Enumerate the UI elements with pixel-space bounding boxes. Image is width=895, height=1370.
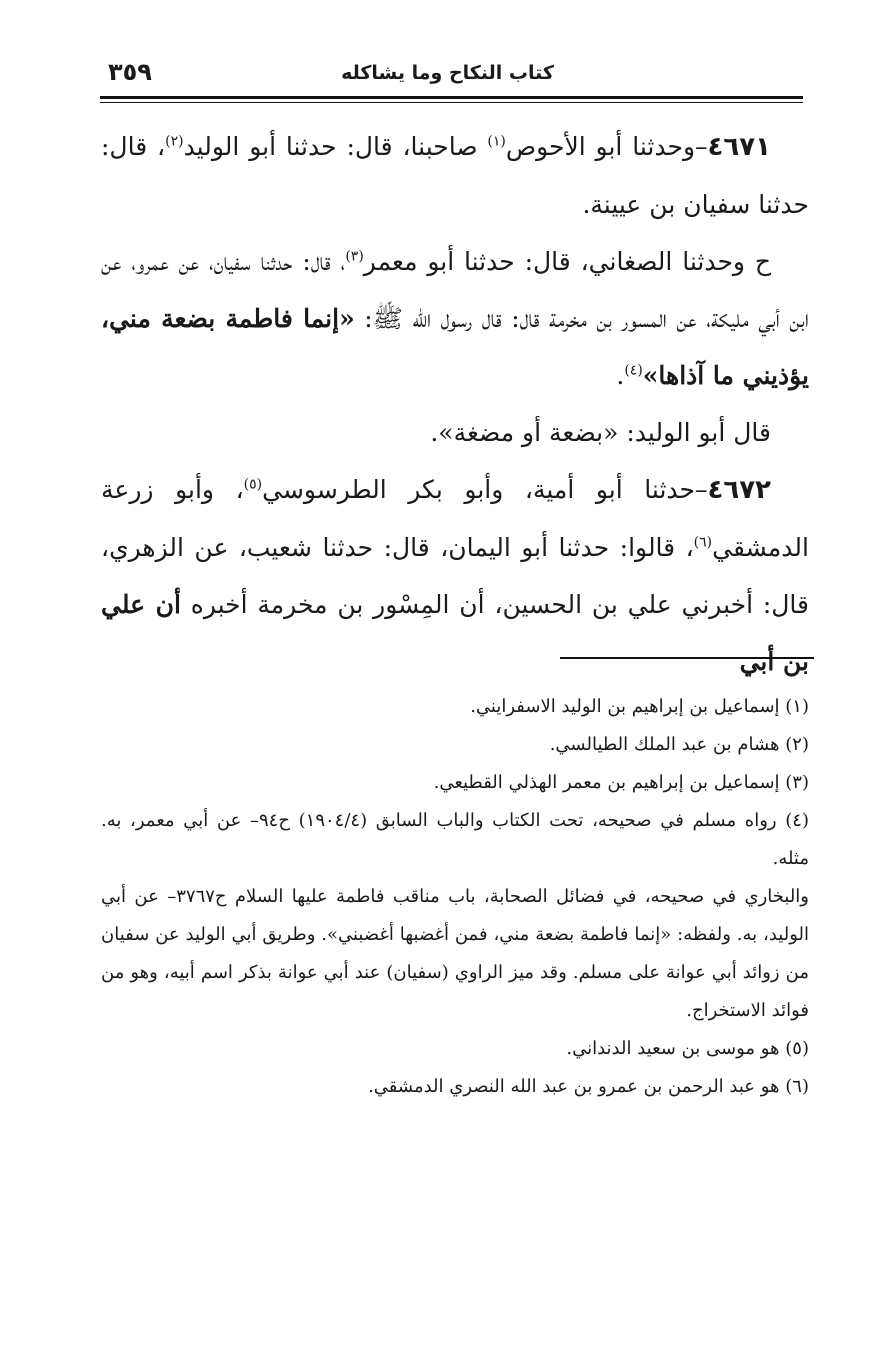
hadith-matn: «إنما فاطمة بضعة مني، يؤذيني ما آذاها» — [101, 304, 809, 390]
text-run: –وحدثنا أبو الأحوص — [505, 132, 708, 161]
text-run: صاحبنا، قال: حدثنا أبو الوليد — [183, 132, 488, 161]
footnote-1: (١) إسماعيل بن إبراهيم بن الوليد الاسفرايني. — [470, 696, 809, 717]
footnote-ref: (٦) — [693, 534, 713, 551]
narrator-comment: قال أبو الوليد: «بضعة أو مضغة». — [430, 418, 771, 447]
footnotes — [101, 688, 809, 1106]
footnote-5: (٥) هو موسى بن سعيد الدنداني. — [566, 1038, 809, 1059]
footnote-ref: (٤) — [624, 362, 643, 379]
text-run: ، قالوا: حدثنا أبو اليمان، قال: حدثنا شعيب، عن الزهري، قال: أخبرني علي بن الحسين، أن المِسْور بن مخرمة أخبره — [101, 533, 810, 619]
footnote-3: (٣) إسماعيل بن إبراهيم بن معمر الهذلي القطيعي. — [433, 772, 809, 793]
footnote-2: (٢) هشام بن عبد الملك الطيالسي. — [549, 734, 809, 755]
text-run: . — [616, 361, 625, 390]
footnote-ref: (٥) — [243, 476, 263, 493]
footnote-separator — [560, 657, 814, 659]
hadith-number: ٤٦٧٢ — [707, 475, 771, 505]
footnote-4-continued: والبخاري في صحيحه، في فضائل الصحابة، باب مناقب فاطمة عليها السلام ح٣٧٦٧– عن أبي الوليد، به. ولفظه: «إنما فاطمة بضعة مني، فمن أغضبها أغضبني». وطريق أبي الوليد عن سفيان من زوائد أبي عوانة على مسلم. وقد ميز الراوي (سفيان) عند أبي عوانة بذكر اسم أبيه، وهو من فوائد الاستخراج. — [101, 886, 809, 1021]
footnote-4: (٤) رواه مسلم في صحيحه، تحت الكتاب والباب السابق (١٩٠٤/٤) ح٩٤– عن أبي معمر، به. مثله. — [101, 810, 809, 869]
text-run: ، قال: حدثنا سفيان، عن عمرو، عن ابن أبي مليكة، عن المسور بن مخرمة قال: قال رسول الله ﷺ: — [101, 247, 809, 333]
main-text — [101, 118, 809, 690]
isnad-paragraph — [101, 233, 809, 404]
text-run: ، قال: حدثنا سفيان بن عيينة. — [101, 132, 809, 219]
footnote-6: (٦) هو عبد الرحمن بن عمرو بن عبد الله النصري الدمشقي. — [368, 1076, 809, 1097]
hadith-4672 — [101, 461, 809, 690]
footnote-ref: (٣) — [345, 248, 364, 265]
hadith-number: ٤٦٧١ — [707, 132, 771, 162]
running-header — [100, 58, 795, 96]
header-rule — [100, 96, 803, 99]
footnote-ref: (٢) — [165, 133, 184, 150]
header-rule-thin — [100, 102, 803, 103]
footnote-ref: (١) — [487, 133, 506, 150]
page-number: ٣٥٩ — [108, 58, 152, 86]
hadith-4671 — [101, 118, 809, 233]
text-run: ، وأبو زرعة الدمشقي — [101, 475, 809, 562]
text-run: –حدثنا أبو أمية، وأبو بكر الطرسوسي — [262, 475, 708, 504]
text-run: ح وحدثنا الصغاني، قال: حدثنا أبو معمر — [363, 247, 771, 276]
chapter-title: كتاب النكاح وما يشاكله — [341, 62, 554, 84]
bold-text: أن علي بن أبي — [101, 590, 809, 676]
